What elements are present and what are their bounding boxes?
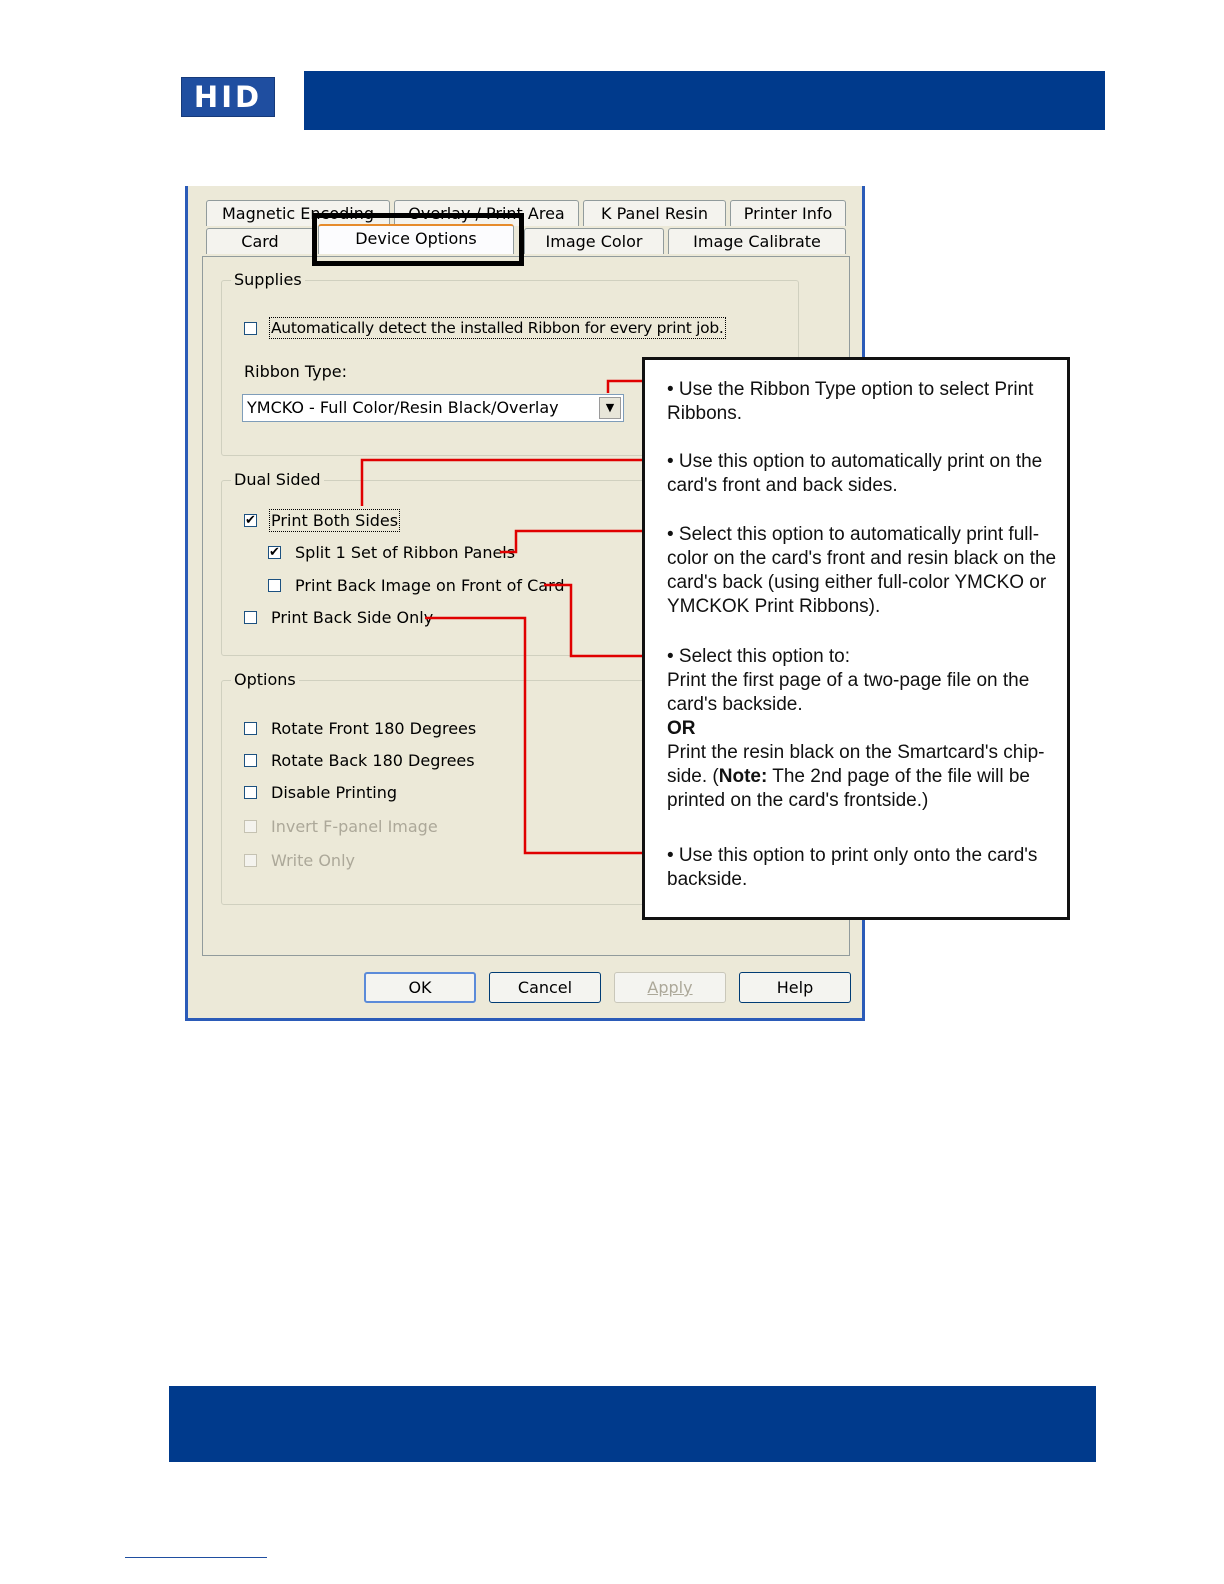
print-both-sides-label: Print Both Sides: [271, 510, 399, 530]
tab-device-options[interactable]: Device Options: [318, 224, 514, 254]
callout-or: OR: [667, 718, 696, 739]
callout-back-on-front-a: Print the first page of a two-page file on the card's backside.: [667, 670, 1030, 715]
write-only-row: [244, 849, 355, 871]
chevron-down-icon[interactable]: ▼: [599, 397, 621, 419]
hid-logo: HID: [181, 77, 275, 117]
rotate-front-checkbox[interactable]: [244, 722, 257, 735]
write-only-checkbox: [244, 854, 257, 867]
callout-split-ribbon: • Select this option to automatically print full-color on the card's front and resin black on the card's back (using either full-color YMCKO or YMCKOK Print Ribbons).: [667, 524, 1057, 617]
callout-back-on-front-b: [667, 741, 1057, 813]
print-back-only-checkbox[interactable]: [244, 611, 257, 624]
help-button[interactable]: Help: [739, 972, 851, 1003]
print-back-on-front-checkbox[interactable]: [268, 579, 281, 592]
split-ribbon-label: Split 1 Set of Ribbon Panels: [295, 542, 516, 562]
print-back-on-front-label: Print Back Image on Front of Card: [295, 575, 565, 595]
ribbon-type-value: YMCKO - Full Color/Resin Black/Overlay: [247, 398, 559, 417]
tab-k-panel-resin[interactable]: K Panel Resin: [583, 200, 726, 226]
print-back-on-front-row[interactable]: [268, 574, 565, 596]
header-bar: [304, 71, 1105, 130]
callout-note-label: Note:: [718, 766, 768, 787]
rotate-back-checkbox[interactable]: [244, 754, 257, 767]
rotate-back-label: Rotate Back 180 Degrees: [271, 750, 475, 770]
disable-printing-label: Disable Printing: [271, 782, 397, 802]
callout-ribbon-type: • Use the Ribbon Type option to select Print Ribbons.: [667, 379, 1034, 424]
callout-print-both-sides: • Use this option to automatically print on the card's front and back sides.: [667, 451, 1043, 496]
cancel-button[interactable]: Cancel: [489, 972, 601, 1003]
tab-overlay-print-area[interactable]: Overlay / Print Area: [394, 200, 579, 226]
disable-printing-row[interactable]: [244, 781, 397, 803]
ribbon-type-label: Ribbon Type:: [244, 362, 348, 381]
rotate-back-row[interactable]: [244, 749, 475, 771]
auto-detect-checkbox[interactable]: [244, 322, 257, 335]
invert-fpanel-label: Invert F-panel Image: [271, 816, 438, 836]
callout-print-back-only: • Use this option to print only onto the card's backside.: [667, 845, 1038, 890]
callout-b-text: Print the resin black on the Smartcard's chip-side. (: [667, 742, 1045, 787]
invert-fpanel-row: [244, 815, 438, 837]
tab-magnetic-encoding[interactable]: Magnetic Encoding: [206, 200, 390, 226]
print-back-only-row[interactable]: [244, 606, 433, 628]
dual-sided-title: Dual Sided: [231, 470, 324, 489]
disable-printing-checkbox[interactable]: [244, 786, 257, 799]
callout-c-text: The 2nd page of the file will be printed on the card's frontside.): [667, 766, 1030, 811]
split-ribbon-row[interactable]: [268, 541, 515, 563]
rotate-front-label: Rotate Front 180 Degrees: [271, 718, 477, 738]
footer-rule: [125, 1557, 267, 1558]
print-both-sides-checkbox[interactable]: ✔: [245, 512, 256, 528]
apply-button: Apply: [614, 972, 726, 1003]
active-tab-highlight: [312, 213, 524, 266]
print-both-sides-row[interactable]: [244, 509, 398, 531]
invert-fpanel-checkbox: [244, 820, 257, 833]
ok-button[interactable]: OK: [364, 972, 476, 1003]
options-title: Options: [231, 670, 299, 689]
write-only-label: Write Only: [271, 850, 355, 870]
split-ribbon-checkbox[interactable]: ✔: [269, 544, 280, 560]
callout-box: [642, 357, 1070, 920]
ribbon-type-select[interactable]: [242, 394, 624, 422]
callout-back-on-front: [667, 645, 1057, 813]
tab-image-color[interactable]: Image Color: [524, 228, 664, 254]
tab-image-calibrate[interactable]: Image Calibrate: [668, 228, 846, 254]
rotate-front-row[interactable]: [244, 717, 476, 739]
supplies-title: Supplies: [231, 270, 305, 289]
print-back-only-label: Print Back Side Only: [271, 607, 434, 627]
auto-detect-label: Automatically detect the installed Ribbon for every print job.: [271, 319, 724, 337]
auto-detect-row[interactable]: [244, 317, 724, 339]
footer-bar: [169, 1386, 1096, 1462]
callout-back-on-front-intro: • Select this option to:: [667, 646, 851, 667]
tab-printer-info[interactable]: Printer Info: [730, 200, 846, 226]
tab-card[interactable]: Card: [206, 228, 314, 254]
